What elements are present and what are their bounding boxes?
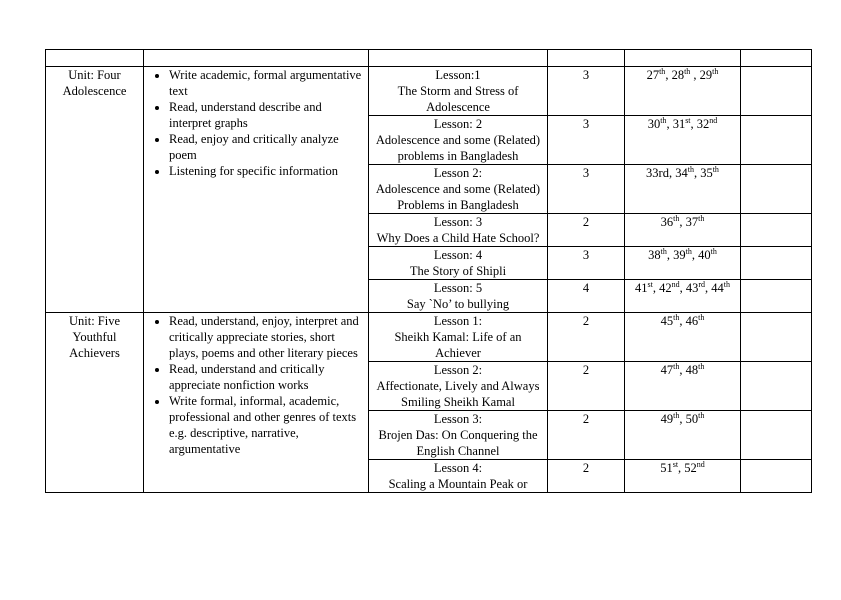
class-count-cell: 2	[548, 460, 625, 493]
day-number: 44	[711, 281, 724, 295]
lesson-subtitle: Adolescence and some (Related) problems in Bangladesh	[375, 133, 541, 163]
day-number: 29	[699, 68, 713, 82]
class-count-cell: 3	[548, 116, 625, 165]
lesson-subtitle: Why Does a Child Hate School?	[376, 231, 540, 245]
day-number: 31	[672, 117, 686, 131]
day-number: 36	[660, 215, 674, 229]
lesson-cell	[369, 313, 548, 362]
lesson-cell	[369, 165, 548, 214]
lesson-title: Lesson 4:	[433, 461, 483, 475]
objective-item: • Read, understand and critically appreciate nonfiction works	[169, 361, 365, 393]
lesson-subtitle: The Storm and Stress of Adolescence	[397, 84, 519, 114]
day-separator: ,	[678, 461, 685, 475]
remarks-cell	[741, 116, 812, 165]
day-suffix: th	[673, 410, 680, 420]
day-number: 34	[675, 166, 688, 180]
day-suffix: th	[698, 361, 705, 371]
class-count-cell: 2	[548, 362, 625, 411]
day-number: 50	[685, 412, 699, 426]
lesson-subtitle: Adolescence and some (Related) Problems in Bangladesh	[375, 182, 541, 212]
header-cell	[548, 50, 625, 67]
header-cell	[741, 50, 812, 67]
day-suffix: th	[698, 213, 705, 223]
class-days-cell	[625, 313, 741, 362]
day-suffix: th	[698, 410, 705, 420]
day-number: 35	[700, 166, 713, 180]
objectives-cell	[144, 313, 369, 493]
lesson-subtitle: Brojen Das: On Conquering the English Channel	[378, 428, 538, 458]
day-separator: ,	[679, 215, 686, 229]
day-suffix: th	[687, 164, 694, 174]
day-suffix: nd	[709, 115, 718, 125]
class-days-cell	[625, 247, 741, 280]
lesson-cell	[369, 116, 548, 165]
class-days-cell	[625, 165, 741, 214]
class-count-cell: 3	[548, 165, 625, 214]
day-separator: ,	[666, 248, 674, 262]
day-suffix: th	[685, 246, 692, 256]
lesson-title: Lesson: 3	[433, 215, 483, 229]
day-number: 48	[685, 363, 699, 377]
lesson-cell	[369, 362, 548, 411]
class-count-cell: 3	[548, 247, 625, 280]
remarks-cell	[741, 280, 812, 313]
day-number: 43	[685, 281, 699, 295]
lesson-title: Lesson:1	[435, 68, 481, 82]
objective-item: • Listening for specific information	[169, 163, 365, 179]
day-suffix: nd	[671, 279, 680, 289]
class-count-cell: 4	[548, 280, 625, 313]
header-cell	[144, 50, 369, 67]
day-separator: ,	[690, 117, 697, 131]
day-number: 45	[660, 314, 674, 328]
day-suffix: th	[660, 246, 667, 256]
lesson-title: Lesson 2:	[433, 363, 483, 377]
class-count-cell: 2	[548, 411, 625, 460]
day-number: 38	[648, 248, 661, 262]
day-suffix: th	[712, 164, 719, 174]
lesson-title: Lesson 2:	[433, 166, 483, 180]
lesson-cell	[369, 247, 548, 280]
lesson-title: Lesson: 5	[433, 281, 483, 295]
day-separator: ,	[679, 363, 686, 377]
day-number: 46	[685, 314, 699, 328]
day-separator: ,	[679, 314, 686, 328]
remarks-cell	[741, 411, 812, 460]
day-suffix: th	[710, 246, 717, 256]
remarks-cell	[741, 247, 812, 280]
day-suffix: st	[685, 115, 691, 125]
class-days-cell	[625, 116, 741, 165]
day-separator: ,	[679, 281, 686, 295]
day-number: 47	[660, 363, 674, 377]
class-days-cell	[625, 362, 741, 411]
day-number: 49	[660, 412, 674, 426]
day-suffix: th	[684, 66, 691, 76]
unit-name-cell: Unit: Five Youthful Achievers	[46, 313, 144, 493]
lesson-cell	[369, 67, 548, 116]
lesson-title: Lesson 3:	[433, 412, 483, 426]
day-separator: ,	[668, 166, 676, 180]
day-number: 40	[698, 248, 711, 262]
class-days-cell	[625, 67, 741, 116]
lesson-title: Lesson 1:	[433, 314, 483, 328]
syllabus-table	[45, 49, 812, 493]
day-suffix: st	[647, 279, 653, 289]
table-row	[46, 313, 812, 362]
objective-item: • Write formal, informal, academic, professional and other genres of texts e.g. descriptive, narrative, argumentative	[169, 393, 365, 457]
remarks-cell	[741, 460, 812, 493]
day-number: 37	[685, 215, 699, 229]
objective-item: • Read, enjoy and critically analyze poem	[169, 131, 365, 163]
class-days-cell	[625, 460, 741, 493]
day-number: 42	[659, 281, 672, 295]
day-number: 33rd	[646, 166, 669, 180]
lesson-cell	[369, 214, 548, 247]
remarks-cell	[741, 214, 812, 247]
objective-item: • Write academic, formal argumentative text	[169, 67, 365, 99]
unit-name-cell: Unit: Four Adolescence	[46, 67, 144, 313]
day-number: 51	[660, 461, 673, 475]
remarks-cell	[741, 362, 812, 411]
lesson-title: Lesson: 2	[433, 117, 483, 131]
day-suffix: th	[712, 66, 719, 76]
remarks-cell	[741, 165, 812, 214]
day-suffix: th	[673, 361, 680, 371]
lesson-cell	[369, 280, 548, 313]
day-number: 32	[696, 117, 710, 131]
class-days-cell	[625, 411, 741, 460]
day-separator: ,	[665, 68, 672, 82]
day-suffix: th	[673, 312, 680, 322]
day-suffix: nd	[696, 459, 705, 469]
day-separator: ,	[666, 117, 673, 131]
objectives-list	[147, 67, 365, 179]
table-row	[46, 67, 812, 116]
day-number: 52	[684, 461, 697, 475]
day-suffix: th	[673, 213, 680, 223]
header-cell	[625, 50, 741, 67]
day-number: 30	[647, 117, 661, 131]
day-separator: ,	[652, 281, 660, 295]
day-number: 27	[646, 68, 660, 82]
remarks-cell	[741, 313, 812, 362]
day-suffix: th	[698, 312, 705, 322]
day-suffix: rd	[698, 279, 706, 289]
objectives-list	[147, 313, 365, 457]
day-separator: ,	[691, 248, 699, 262]
day-separator: ,	[693, 166, 701, 180]
objectives-cell	[144, 67, 369, 313]
lesson-cell	[369, 411, 548, 460]
day-suffix: th	[660, 115, 667, 125]
class-days-cell	[625, 280, 741, 313]
class-count-cell: 2	[548, 313, 625, 362]
day-suffix: st	[672, 459, 679, 469]
remarks-cell	[741, 67, 812, 116]
lesson-subtitle: Sheikh Kamal: Life of an Achiever	[394, 330, 522, 360]
class-count-cell: 2	[548, 214, 625, 247]
day-separator: ,	[705, 281, 712, 295]
lesson-title: Lesson: 4	[433, 248, 483, 262]
day-number: 28	[671, 68, 685, 82]
day-number: 41	[635, 281, 648, 295]
day-separator: ,	[690, 68, 700, 82]
lesson-subtitle: The Story of Shipli	[409, 264, 507, 278]
header-cell	[369, 50, 548, 67]
class-days-cell	[625, 214, 741, 247]
lesson-subtitle: Affectionate, Lively and Always Smiling Sheikh Kamal	[376, 379, 540, 409]
lesson-cell	[369, 460, 548, 493]
day-number: 39	[673, 248, 686, 262]
lesson-subtitle: Say `No’ to bullying	[406, 297, 510, 311]
objective-item: • Read, understand describe and interpret graphs	[169, 99, 365, 131]
objective-item: • Read, understand, enjoy, interpret and critically appreciate stories, short plays, poems and other literary pieces	[169, 313, 365, 361]
day-suffix: th	[659, 66, 666, 76]
day-suffix: th	[723, 279, 730, 289]
header-row	[46, 50, 812, 67]
day-separator: ,	[679, 412, 686, 426]
class-count-cell: 3	[548, 67, 625, 116]
lesson-subtitle: Scaling a Mountain Peak or	[388, 477, 528, 491]
header-cell	[46, 50, 144, 67]
